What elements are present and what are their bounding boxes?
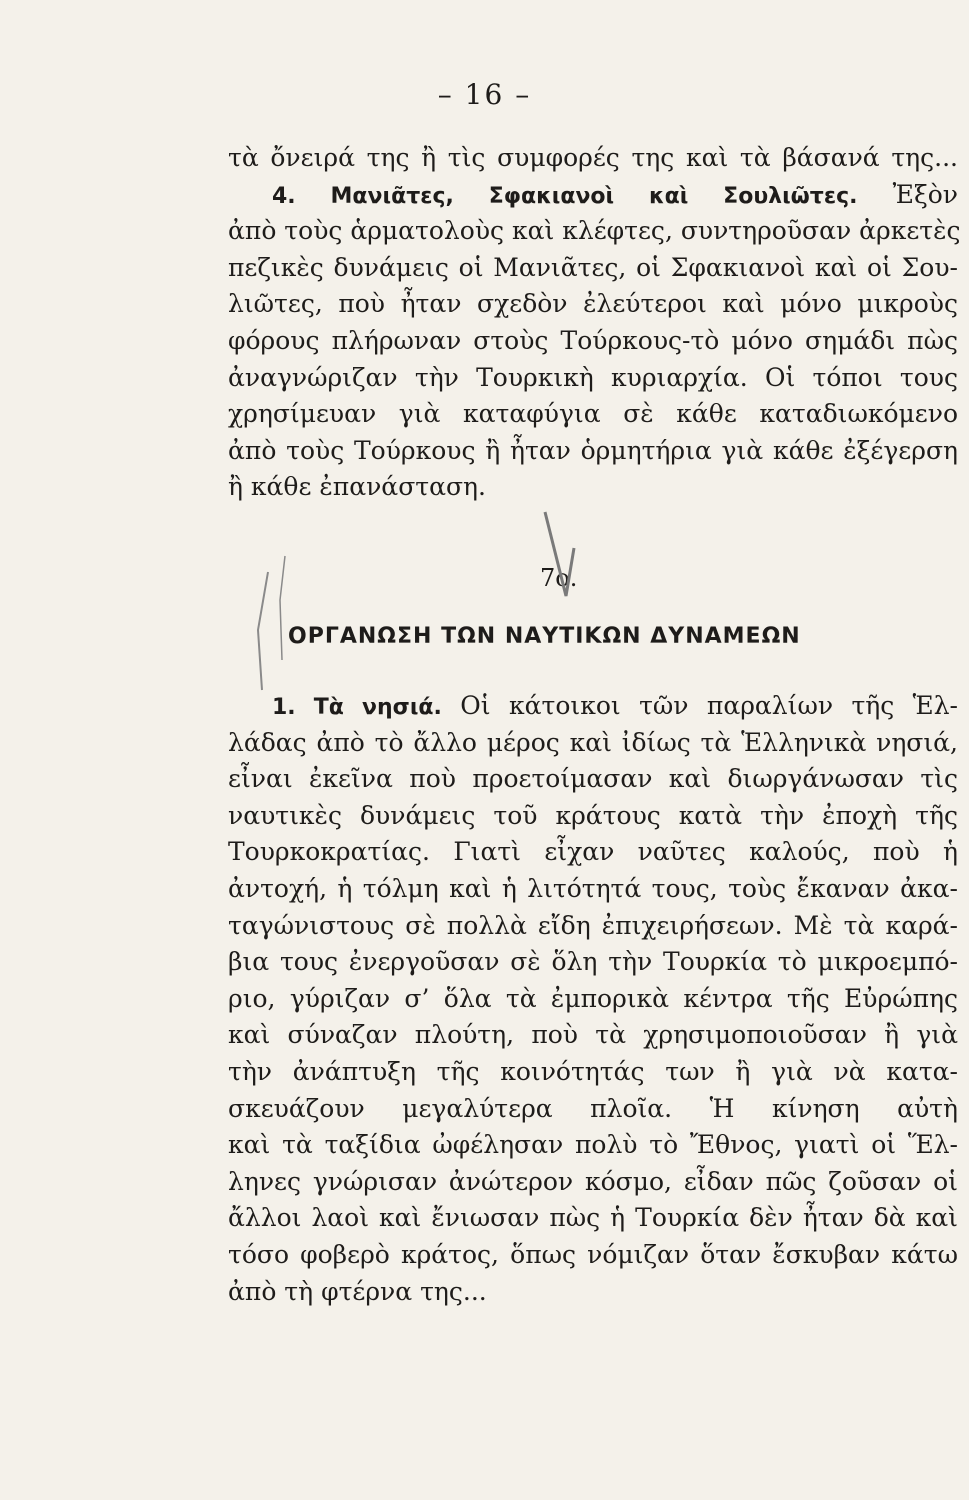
text-line: ἀναγνώριζαν τὴν Τουρκικὴ κυριαρχία. Οἱ τόποι τους: [228, 362, 958, 392]
text-line: ἄλλοι λαοὶ καὶ ἔνιωσαν πὼς ἡ Τουρκία δὲν ἦταν δὰ καὶ: [228, 1203, 958, 1233]
section-1-text: [228, 140, 961, 506]
text-line: ἢ κάθε ἐπανάσταση.: [228, 472, 486, 502]
text-line: καὶ τὰ ταξίδια ὠφέλησαν πολὺ τὸ Ἔθνος, γιατὶ οἱ Ἕλ-: [228, 1130, 958, 1160]
text-line: τόσο φοβερὸ κράτος, ὅπως νόμιζαν ὅταν ἔσκυβαν κάτω: [228, 1239, 958, 1269]
text-line: ἀπὸ τοὺς Τούρκους ἢ ἦταν ὁρμητήρια γιὰ κάθε ἐξέγερση: [228, 435, 958, 465]
text-line: καὶ σύναζαν πλούτη, ποὺ τὰ χρησιμοποιοῦσαν ἢ γιὰ: [228, 1020, 958, 1050]
text-line: πεζικὲς δυνάμεις οἱ Μανιᾶτες, οἱ Σφακιανοὶ καὶ οἱ Σου-: [228, 252, 958, 282]
text-line: Ἐξὸν: [892, 179, 959, 209]
section-heading: 1. Τὰ νησιά.: [272, 695, 442, 720]
section-heading-line: [228, 688, 958, 725]
text-line: εἶναι ἐκεῖνα ποὺ προετοίμασαν καὶ διωργάνωσαν τὶς: [228, 764, 958, 794]
text-line: Οἱ κάτοικοι τῶν παραλίων τῆς Ἑλ-: [460, 691, 959, 720]
pencil-bracket-mark: [258, 572, 268, 690]
chapter-title: ΟΡΓΑΝΩΣΗ ΤΩΝ ΝΑΥΤΙΚΩΝ ΔΥΝΑΜΕΩΝ: [288, 624, 801, 649]
section-heading: 4. Μανιᾶτες, Σφακιανοὶ καὶ Σουλιῶτες.: [272, 183, 858, 209]
text-line: ἀντοχή, ἡ τόλμη καὶ ἡ λιτότητά τους, τοὺς ἔκαναν ἀκα-: [228, 873, 958, 903]
chapter-number: 7ο.: [540, 564, 578, 592]
section-2-text: [228, 688, 958, 1310]
text-line: βια τους ἐνεργοῦσαν σὲ ὅλη τὴν Τουρκία τὸ μικροεμπό-: [228, 947, 958, 977]
text-line: λιῶτες, ποὺ ἦταν σχεδὸν ἐλεύτεροι καὶ μόνο μικροὺς: [228, 289, 958, 319]
text-line: ἀπὸ τὴ φτέρνα της...: [228, 1276, 487, 1306]
text-line: Τουρκοκρατίας. Γιατὶ εἶχαν ναῦτες καλούς, ποὺ ἡ: [228, 837, 958, 867]
text-line: ληνες γνώρισαν ἀνώτερον κόσμο, εἶδαν πῶς ζοῦσαν οἱ: [228, 1166, 958, 1196]
pencil-bracket-mark: [280, 556, 285, 660]
section-heading-line: [228, 177, 958, 214]
text-line: ριο, γύριζαν σ’ ὅλα τὰ ἐμπορικὰ κέντρα τῆς Εὐρώπης: [228, 983, 958, 1013]
page-number: – 16 –: [437, 78, 532, 111]
text-line: ταγώνιστους σὲ πολλὰ εἴδη ἐπιχειρήσεων. Μὲ τὰ καρά-: [228, 910, 958, 940]
text-line: σκευάζουν μεγαλύτερα πλοῖα. Ἡ κίνηση αὐτὴ: [228, 1093, 958, 1123]
text-line: ναυτικὲς δυνάμεις τοῦ κράτους κατὰ τὴν ἐποχὴ τῆς: [228, 800, 958, 830]
text-line: τὴν ἀνάπτυξη τῆς κοινότητάς των ἢ γιὰ νὰ κατα-: [228, 1056, 958, 1086]
text-line: τὰ ὄνειρά της ἢ τὶς συμφορές της καὶ τὰ βάσανά της...: [228, 143, 958, 172]
text-line: χρησίμευαν γιὰ καταφύγια σὲ κάθε καταδιωκόμενο: [228, 399, 958, 429]
text-line: λάδας ἀπὸ τὸ ἄλλο μέρος καὶ ἰδίως τὰ Ἑλληνικὰ νησιά,: [228, 727, 958, 757]
text-line: ἀπὸ τοὺς ἁρματολοὺς καὶ κλέφτες, συντηροῦσαν ἀρκετὲς: [228, 216, 961, 246]
text-line: φόρους πλήρωναν στοὺς Τούρκους-τὸ μόνο σημάδι πὼς: [228, 325, 958, 355]
